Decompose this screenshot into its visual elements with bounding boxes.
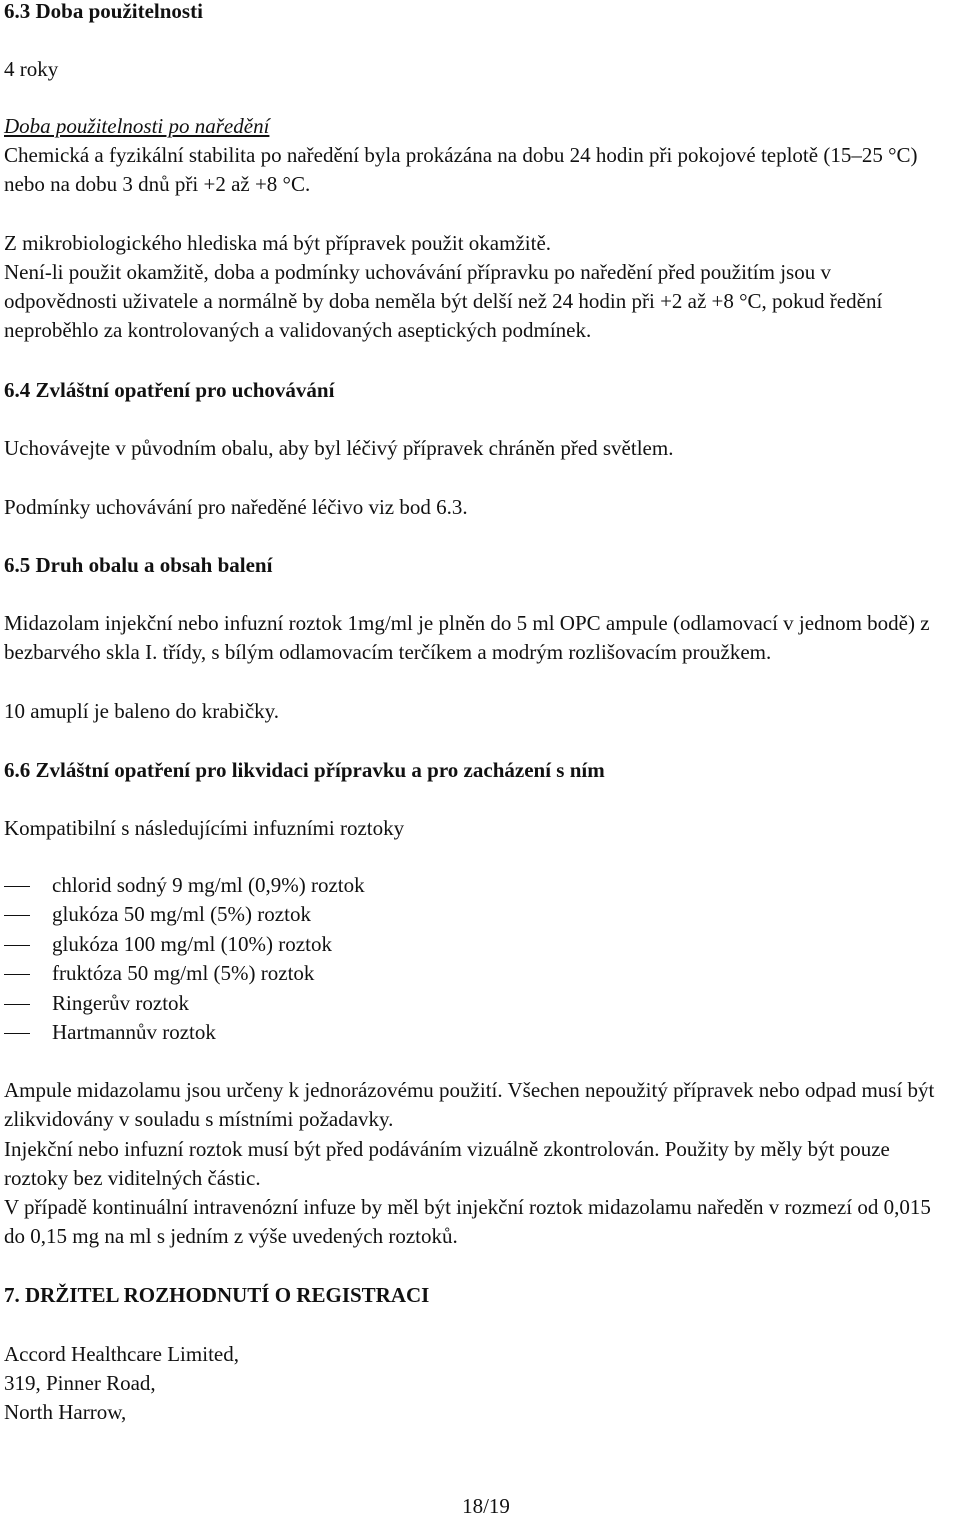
section-7-heading: 7. DRŽITEL ROZHODNUTÍ O REGISTRACI: [4, 1283, 430, 1307]
dilution-shelf-life-subheading: Doba použitelnosti po naředění: [4, 114, 270, 138]
section-6-3-heading: 6.3 Doba použitelnosti: [4, 0, 203, 23]
microbiological-statement: Z mikrobiologického hlediska má být přípravek použit okamžitě.: [4, 231, 552, 255]
holder-street: 319, Pinner Road,: [4, 1371, 156, 1395]
disposal-paragraph: Ampule midazolamu jsou určeny k jednorázovému použití. Všechen nepoužitý přípravek nebo odpad musí být zlikvidovány v souladu s místními požadavky.: [4, 1078, 935, 1131]
compatibility-intro: Kompatibilní s následujícími infuzními roztoky: [4, 816, 405, 840]
section-6-6-heading: 6.6 Zvláštní opatření pro likvidaci přípravku a pro zacházení s ním: [4, 758, 605, 782]
holder-name: Accord Healthcare Limited,: [4, 1342, 239, 1366]
section-6-4-heading: 6.4 Zvláštní opatření pro uchovávání: [4, 378, 335, 402]
list-item: Ringerův roztok: [4, 989, 365, 1018]
list-item: glukóza 100 mg/ml (10%) roztok: [4, 930, 365, 959]
page-number: 18/19: [462, 1494, 510, 1518]
diluted-storage-reference: Podmínky uchovávání pro naředěné léčivo viz bod 6.3.: [4, 495, 468, 519]
shelf-life-value: 4 roky: [4, 57, 59, 81]
dilution-range-paragraph: V případě kontinuální intravenózní infuze by měl být injekční roztok midazolamu naředěn v rozmezí od 0,015 do 0,15 mg na ml s jedním z výše uvedených roztoků.: [4, 1195, 931, 1248]
pack-size-text: 10 amuplí je baleno do krabičky.: [4, 699, 280, 723]
dilution-stability-paragraph: Chemická a fyzikální stabilita po naředění byla prokázána na dobu 24 hodin při pokojové teplotě (15–25 °C) nebo na dobu 3 dnů při +2 až +8 °C.: [4, 143, 918, 196]
holder-city: North Harrow,: [4, 1400, 127, 1424]
storage-responsibility-paragraph: Není-li použit okamžitě, doba a podmínky uchovávání přípravku po naředění před použitím jsou v odpovědnosti uživatele a normálně by doba neměla být delší než 24 hodin při +2 až +8 °C, pokud ředění neproběhlo za kontrolovaných a validovaných aseptických podmínek.: [4, 260, 883, 342]
container-description-paragraph: Midazolam injekční nebo infuzní roztok 1mg/ml je plněn do 5 ml OPC ampule (odlamovací v jednom bodě) z bezbarvého skla I. třídy, s bílým odlamovacím terčíkem a modrým rozlišovacím proužkem.: [4, 611, 930, 664]
list-item: fruktóza 50 mg/ml (5%) roztok: [4, 959, 365, 988]
list-item: Hartmannův roztok: [4, 1018, 365, 1047]
section-6-5-heading: 6.5 Druh obalu a obsah balení: [4, 553, 273, 577]
list-item: chlorid sodný 9 mg/ml (0,9%) roztok: [4, 871, 365, 900]
storage-instruction-text: Uchovávejte v původním obalu, aby byl léčivý přípravek chráněn před světlem.: [4, 436, 674, 460]
inspection-paragraph: Injekční nebo infuzní roztok musí být před podáváním vizuálně zkontrolován. Použity by měly být pouze roztoky bez viditelných částic.: [4, 1137, 890, 1190]
compatible-solutions-list: [4, 871, 365, 1047]
list-item: glukóza 50 mg/ml (5%) roztok: [4, 900, 365, 929]
